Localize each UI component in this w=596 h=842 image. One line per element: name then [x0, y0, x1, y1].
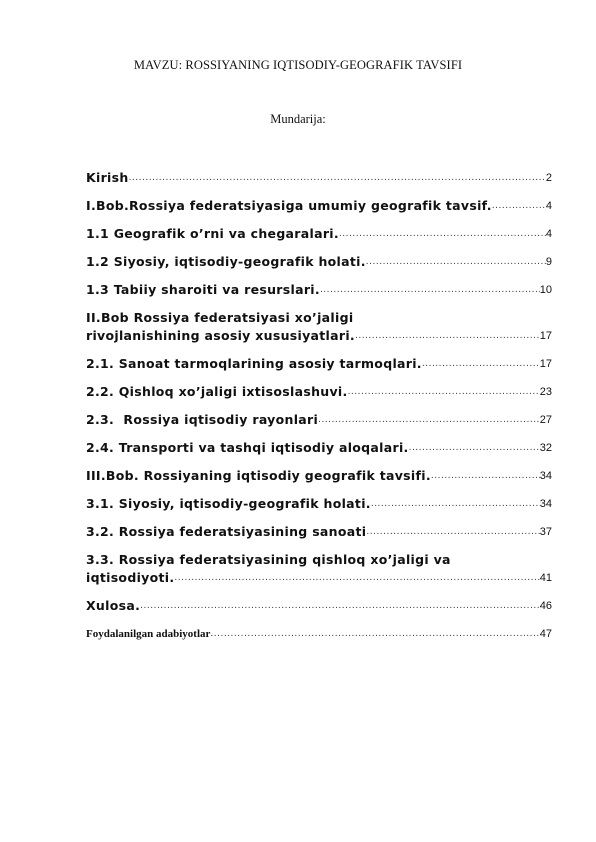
toc-entry-label: 1.3 Tabiiy sharoiti va resurslari. [86, 282, 320, 297]
toc-entry-2-4[interactable] [86, 429, 552, 457]
dot-leader [371, 497, 540, 511]
table-of-contents [86, 159, 552, 643]
toc-entry-2-3[interactable] [86, 401, 552, 429]
toc-entry-label: 2.4. Transporti va tashqi iqtisodiy aloqalari. [86, 440, 409, 455]
toc-page-number: 9 [545, 256, 552, 268]
toc-entry-label-line1: II.Bob Rossiya federatsiyasi xo’jaligi [86, 310, 354, 325]
toc-entry-3-3[interactable] [86, 541, 552, 587]
dot-leader [320, 283, 540, 297]
toc-page-number: 41 [539, 572, 552, 584]
toc-page-number: 23 [539, 386, 552, 398]
toc-entry-2-2[interactable] [86, 373, 552, 401]
toc-entry-xulosa[interactable] [86, 587, 552, 615]
toc-page-number: 17 [539, 358, 552, 370]
toc-entry-label-line2: iqtisodiyoti. [86, 570, 175, 585]
toc-page-number: 2 [545, 172, 552, 184]
toc-entry-label: 1.1 Geografik o’rni va chegaralari. [86, 226, 339, 241]
dot-leader [355, 329, 540, 343]
toc-entry-chapter-2[interactable] [86, 299, 552, 345]
toc-entry-label: 1.2 Siyosiy, iqtisodiy-geografik holati. [86, 254, 366, 269]
dot-leader [366, 525, 539, 539]
dot-leader [422, 357, 540, 371]
toc-entry-3-2[interactable] [86, 513, 552, 541]
toc-entry-label: Kirish [86, 170, 129, 185]
toc-page-number: 34 [539, 498, 552, 510]
toc-entry-label: 2.1. Sanoat tarmoqlarining asosiy tarmoqlari. [86, 356, 422, 371]
toc-entry-chapter-1[interactable] [86, 187, 552, 215]
toc-page-number: 4 [545, 228, 552, 240]
dot-leader [129, 171, 546, 185]
toc-entry-label: III.Bob. Rossiyaning iqtisodiy geografik tavsifi. [86, 468, 431, 483]
toc-page-number: 47 [539, 628, 552, 640]
toc-entry-3-1[interactable] [86, 485, 552, 513]
dot-leader [318, 413, 540, 427]
dot-leader [492, 199, 546, 213]
toc-entry-label-line2: rivojlanishining asosiy xususiyatlari. [86, 328, 355, 343]
toc-page-number: 37 [539, 526, 552, 538]
toc-entry-chapter-3[interactable] [86, 457, 552, 485]
toc-entry-label: 2.3. Rossiya iqtisodiy rayonlari [86, 412, 319, 427]
toc-entry-label: 3.2. Rossiya federatsiyasining sanoati [86, 524, 367, 539]
dot-leader [409, 441, 540, 455]
toc-entry-1-3[interactable] [86, 271, 552, 299]
dot-leader [210, 627, 539, 641]
toc-page-number: 32 [539, 442, 552, 454]
toc-page-number: 10 [539, 284, 552, 296]
toc-entry-1-1[interactable] [86, 215, 552, 243]
toc-entry-kirish[interactable] [86, 159, 552, 187]
toc-entry-label: Xulosa. [86, 598, 141, 613]
dot-leader [431, 469, 540, 483]
toc-entry-label: I.Bob.Rossiya federatsiyasiga umumiy geografik tavsif. [86, 198, 492, 213]
toc-page-number: 34 [539, 470, 552, 482]
dot-leader [366, 255, 546, 269]
toc-entry-label: 3.1. Siyosiy, iqtisodiy-geografik holati. [86, 496, 371, 511]
toc-entry-label-line1: 3.3. Rossiya federatsiyasining qishloq xo’jaligi va [86, 552, 451, 567]
toc-entry-label: 2.2. Qishloq xo’jaligi ixtisoslashuvi. [86, 384, 348, 399]
toc-page-number: 4 [545, 200, 552, 212]
toc-page-number: 46 [539, 600, 552, 612]
dot-leader [174, 571, 539, 585]
toc-entry-label: Foydalanilgan adabiyotlar [86, 628, 211, 640]
dot-leader [348, 385, 540, 399]
toc-page-number: 17 [539, 330, 552, 342]
toc-entry-1-2[interactable] [86, 243, 552, 271]
dot-leader [339, 227, 546, 241]
dot-leader [140, 599, 540, 613]
toc-entry-2-1[interactable] [86, 345, 552, 373]
toc-entry-bibliography[interactable] [86, 615, 552, 643]
toc-page-number: 27 [539, 414, 552, 426]
document-title: MAVZU: ROSSIYANING IQTISODIY-GEOGRAFIK TAVSIFI [133, 58, 463, 72]
toc-heading: Mundarija: [270, 112, 326, 126]
